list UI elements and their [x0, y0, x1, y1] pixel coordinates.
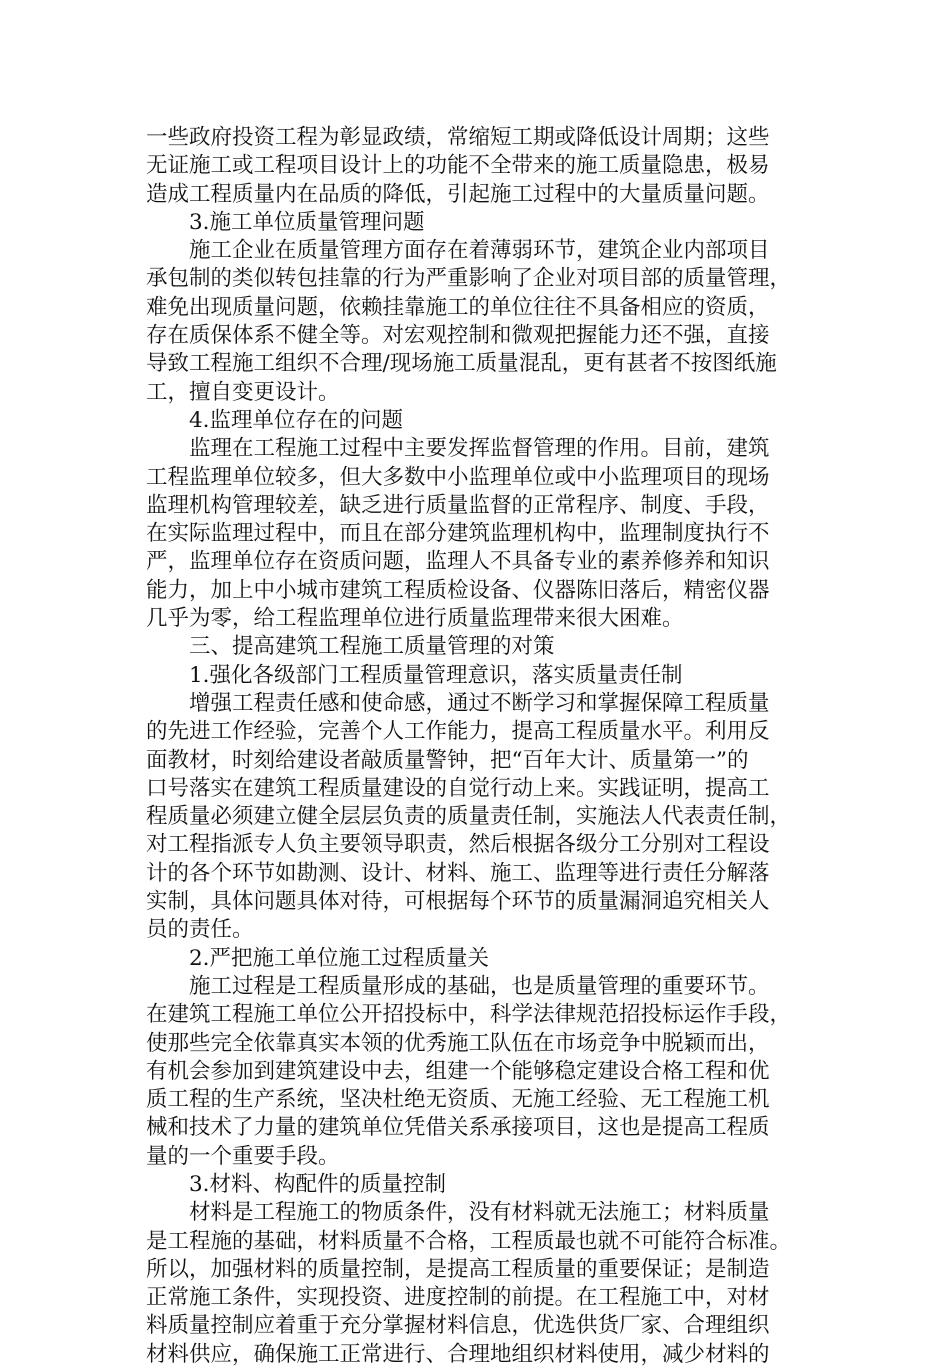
- text-line: 计的各个环节如勘测、设计、材料、施工、监理等进行责任分解落: [146, 860, 770, 886]
- text-line: 正常施工条件，实现投资、进度控制的前提。在工程施工中，对材: [146, 1285, 770, 1311]
- text-line: 材料供应，确保施工正常进行、合理地组织材料使用，减少材料的: [146, 1341, 770, 1367]
- text-line: 严，监理单位存在资质问题，监理人不具备专业的素养修养和知识: [146, 549, 770, 575]
- text-line: 2.严把施工单位施工过程质量关: [189, 945, 490, 971]
- text-line: 监理机构管理较差，缺乏进行质量监督的正常程序、制度、手段，: [146, 492, 770, 518]
- text-line: 口号落实在建筑工程质量建设的自觉行动上来。实践证明，提高工: [146, 775, 770, 801]
- text-line: 程质量必须建立健全层层负责的质量责任制，实施法人代表责任制，: [146, 804, 792, 830]
- text-line: 工，擅自变更设计。: [146, 379, 340, 405]
- text-line: 承包制的类似转包挂靠的行为严重影响了企业对项目部的质量管理，: [146, 266, 792, 292]
- text-line: 3.施工单位质量管理问题: [189, 209, 425, 235]
- text-line: 量的一个重要手段。: [146, 1143, 340, 1169]
- text-line: 存在质保体系不健全等。对宏观控制和微观把握能力还不强，直接: [146, 323, 770, 349]
- body-text: [146, 124, 806, 1369]
- text-line: 难免出现质量问题，依赖挂靠施工的单位往往不具备相应的资质，: [146, 294, 770, 320]
- text-line: 对工程指派专人负主要领导职责，然后根据各级分工分别对工程设: [146, 832, 770, 858]
- text-line: 导致工程施工组织不合理/现场施工质量混乱，更有甚者不按图纸施: [146, 351, 777, 377]
- text-line: 在实际监理过程中，而且在部分建筑监理机构中，监理制度执行不: [146, 521, 770, 547]
- text-line: 造成工程质量内在品质的降低，引起施工过程中的大量质量问题。: [146, 181, 770, 207]
- text-line: 工程监理单位较多，但大多数中小监理单位或中小监理项目的现场: [146, 464, 770, 490]
- text-line: 监理在工程施工过程中主要发挥监督管理的作用。目前，建筑: [189, 436, 770, 462]
- text-line: 使那些完全依靠真实本领的优秀施工队伍在市场竞争中脱颖而出，: [146, 1030, 770, 1056]
- text-line: 有机会参加到建筑建设中去，组建一个能够稳定建设合格工程和优: [146, 1058, 770, 1084]
- text-line: 1.强化各级部门工程质量管理意识，落实质量责任制: [189, 662, 683, 688]
- text-line: 械和技术了力量的建筑单位凭借关系承接项目，这也是提高工程质: [146, 1115, 770, 1141]
- text-line: 实制，具体问题具体对待，可根据每个环节的质量漏洞追究相关人: [146, 889, 770, 915]
- text-line: 无证施工或工程项目设计上的功能不全带来的施工质量隐患，极易: [146, 153, 770, 179]
- text-line: 3.材料、构配件的质量控制: [189, 1171, 447, 1197]
- text-line: 能力，加上中小城市建筑工程质检设备、仪器陈旧落后，精密仪器: [146, 577, 770, 603]
- text-line: 三、提高建筑工程施工质量管理的对策: [189, 634, 555, 660]
- text-line: 增强工程责任感和使命感，通过不断学习和掌握保障工程质量: [189, 690, 770, 716]
- text-line: 施工企业在质量管理方面存在着薄弱环节，建筑企业内部项目: [189, 238, 770, 264]
- text-line: 料质量控制应着重于充分掌握材料信息，优选供货厂家、合理组织: [146, 1313, 770, 1339]
- text-line: 4.监理单位存在的问题: [189, 407, 404, 433]
- text-line: 几乎为零，给工程监理单位进行质量监理带来很大困难。: [146, 606, 684, 632]
- text-line: 员的责任。: [146, 917, 254, 943]
- text-line: 在建筑工程施工单位公开招投标中，科学法律规范招投标运作手段，: [146, 1002, 792, 1028]
- text-line: 面教材，时刻给建设者敲质量警钟，把“百年大计、质量第一”的: [146, 747, 749, 773]
- text-line: 一些政府投资工程为彰显政绩，常缩短工期或降低设计周期；这些: [146, 125, 770, 150]
- text-line: 的先进工作经验，完善个人工作能力，提高工程质量水平。利用反: [146, 719, 770, 745]
- text-line: 是工程施的基础，材料质量不合格，工程质最也就不可能符合标准。: [146, 1228, 792, 1254]
- text-line: 质工程的生产系统，坚决杜绝无资质、无施工经验、无工程施工机: [146, 1087, 770, 1113]
- text-line: 施工过程是工程质量形成的基础，也是质量管理的重要环节。: [189, 973, 770, 999]
- text-line: 材料是工程施工的物质条件，没有材料就无法施工；材料质量: [189, 1200, 770, 1226]
- text-line: 所以，加强材料的质量控制，是提高工程质量的重要保证；是制造: [146, 1256, 770, 1282]
